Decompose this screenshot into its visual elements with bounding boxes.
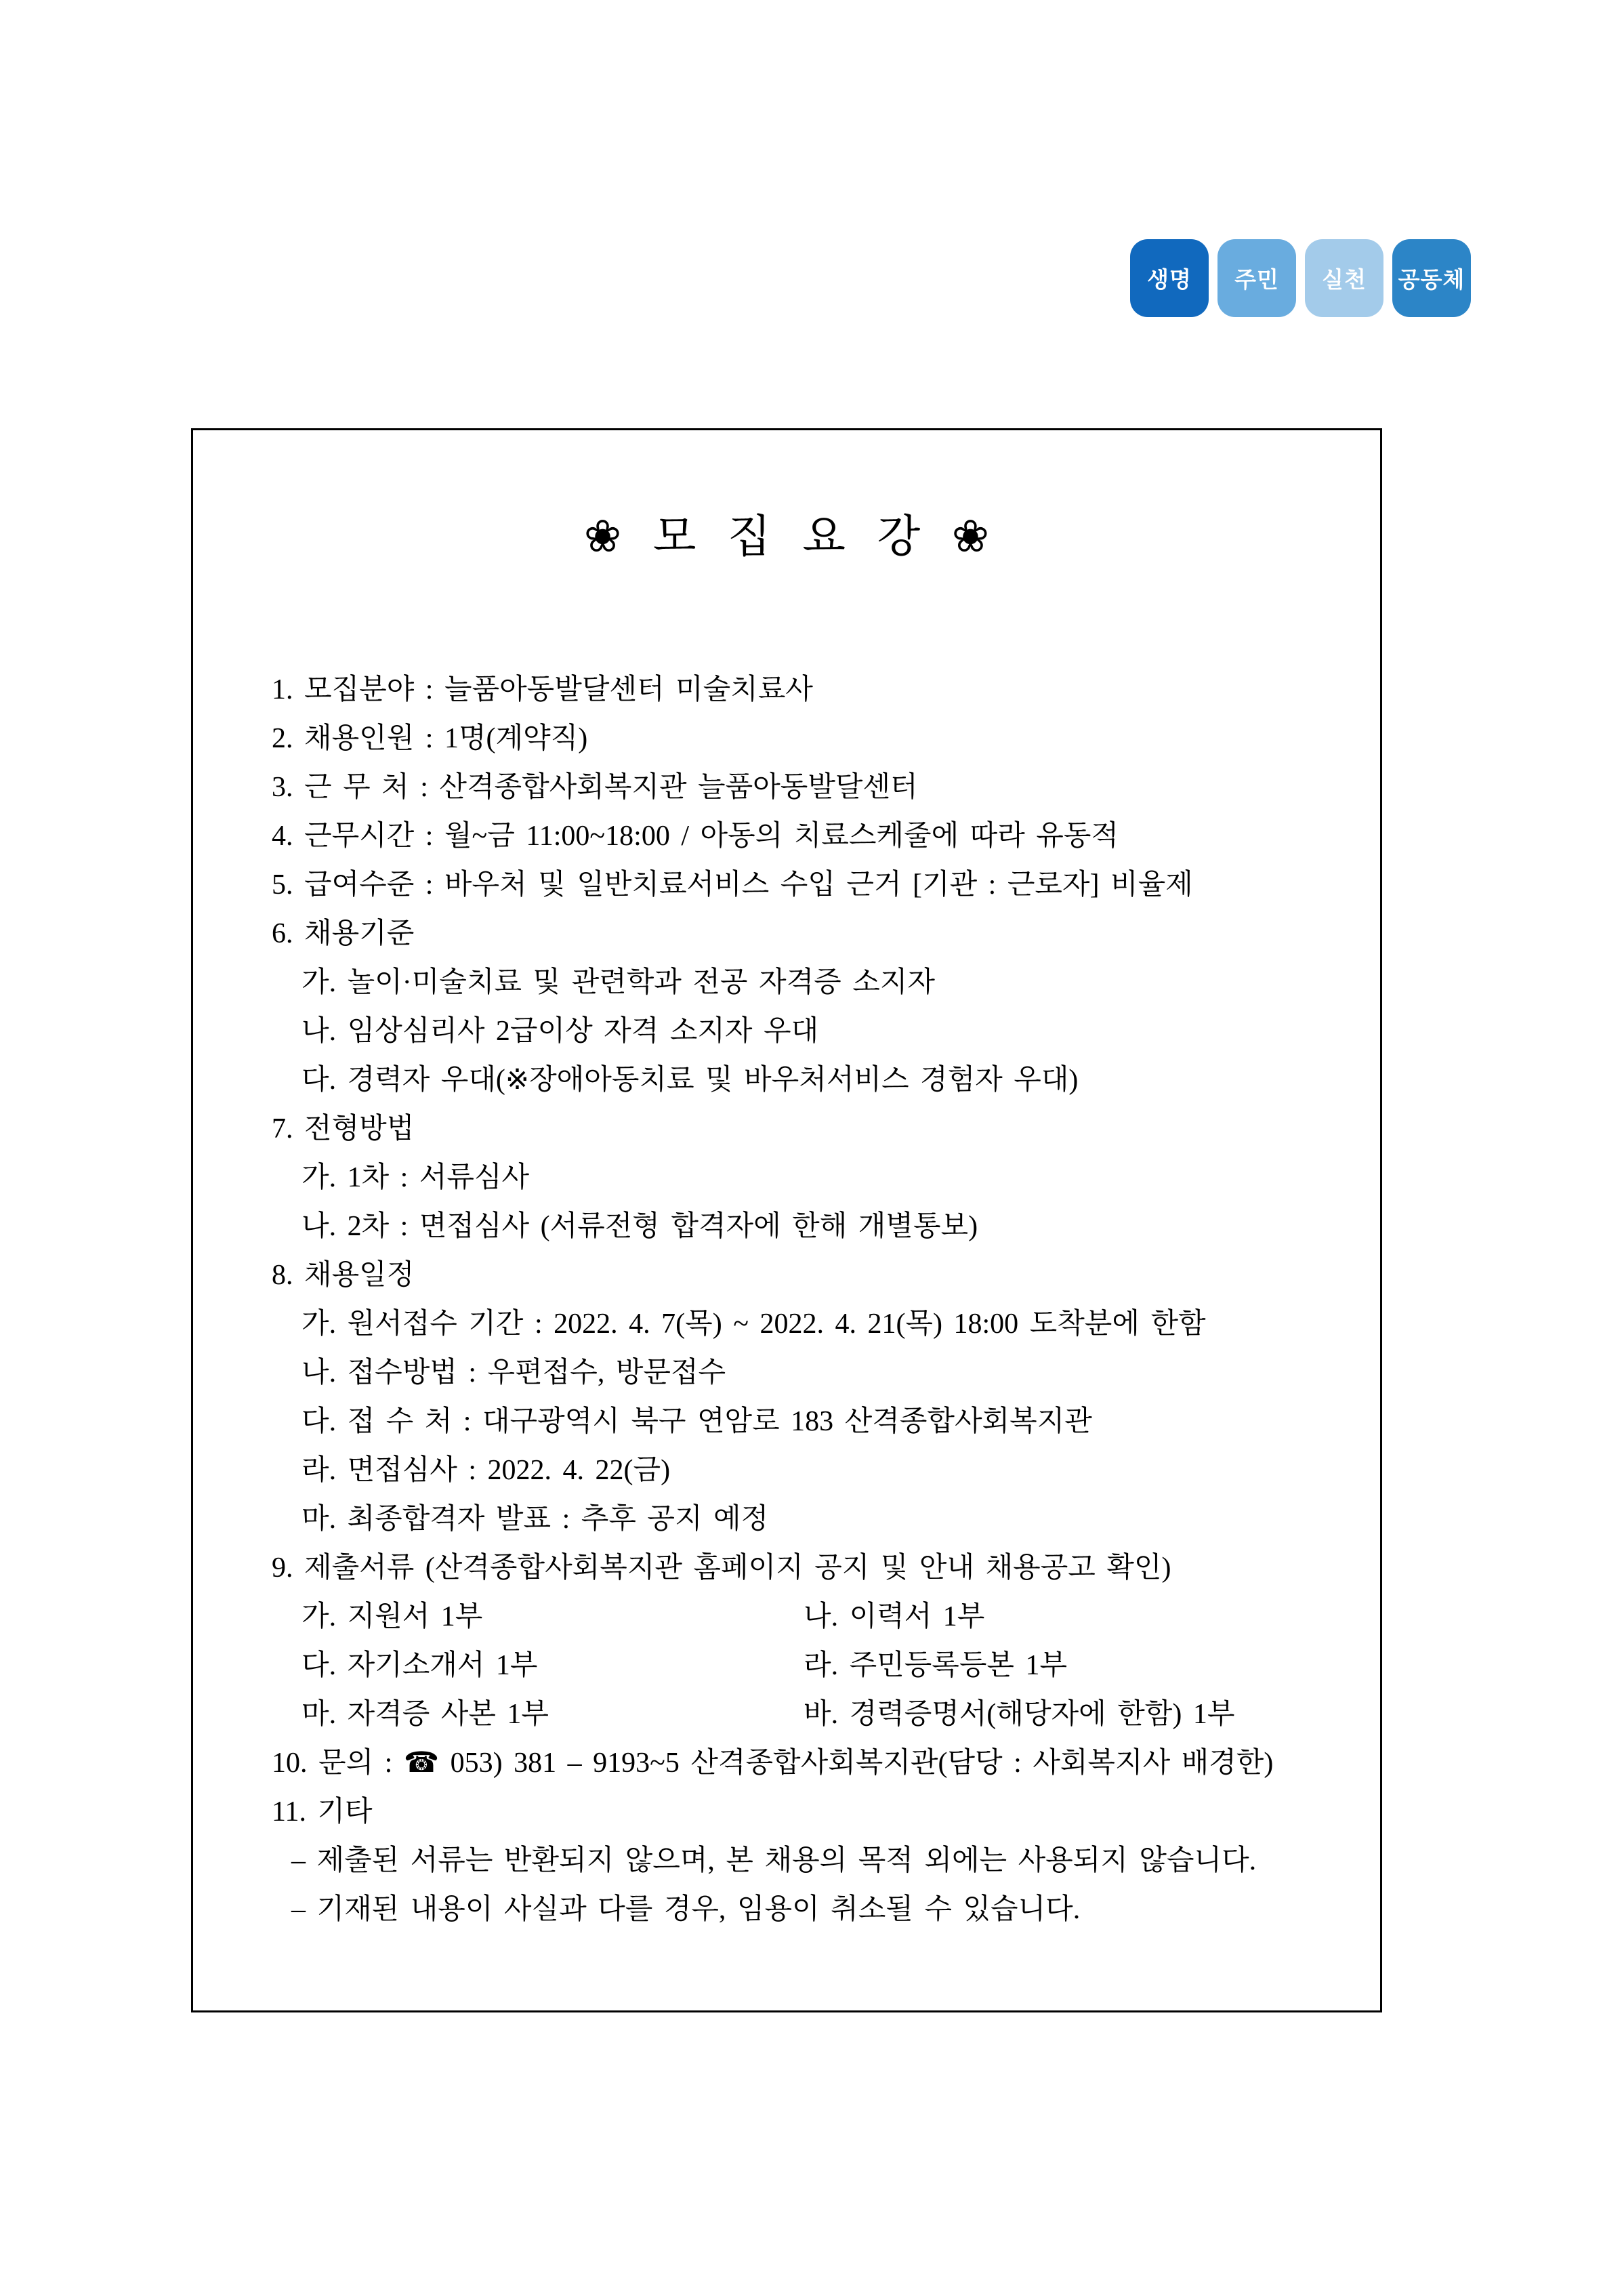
doc-line-col-b: 라. 주민등록등본 1부	[804, 1650, 1068, 1681]
badge-strip	[1130, 239, 1471, 317]
doc-line: 1. 모집분야 : 늘품아동발달센터 미술치료사	[272, 674, 813, 705]
doc-line: 10. 문의 : ☎ 053) 381 – 9193~5 산격종합사회복지관(담당 : 사회복지사 배경한)	[272, 1748, 1274, 1779]
doc-line: 나. 임상심리사 2급이상 자격 소지자 우대	[301, 1016, 819, 1047]
doc-line-col-a: 다. 자기소개서 1부	[301, 1650, 538, 1681]
doc-line: 가. 원서접수 기간 : 2022. 4. 7(목) ~ 2022. 4. 21(목) 18:00 도착분에 한함	[301, 1308, 1206, 1340]
doc-line	[272, 1592, 1367, 1641]
doc-line: 다. 경력자 우대(※장애아동치료 및 바우처서비스 경험자 우대)	[301, 1065, 1079, 1096]
doc-line	[272, 1641, 1367, 1690]
doc-line: 7. 전형방법	[272, 1113, 415, 1144]
doc-line: 나. 접수방법 : 우편접수, 방문접수	[301, 1357, 726, 1388]
badge-practice: 실천	[1305, 239, 1383, 317]
badge-community: 공동체	[1392, 239, 1471, 317]
doc-line-col-a: 마. 자격증 사본 1부	[301, 1699, 549, 1730]
doc-line-col-a: 가. 지원서 1부	[301, 1601, 483, 1632]
document-title: ❀ 모 집 요 강 ❀	[583, 512, 990, 562]
badge-resident: 주민	[1217, 239, 1296, 317]
badge-life: 생명	[1130, 239, 1209, 317]
doc-line: – 기재된 내용이 사실과 다를 경우, 임용이 취소될 수 있습니다.	[291, 1894, 1081, 1925]
doc-line-col-b: 나. 이력서 1부	[804, 1601, 985, 1632]
doc-line: 9. 제출서류 (산격종합사회복지관 홈페이지 공지 및 안내 채용공고 확인)	[272, 1552, 1171, 1584]
doc-line: 3. 근 무 처 : 산격종합사회복지관 늘품아동발달센터	[272, 772, 918, 803]
doc-line: 8. 채용일정	[272, 1260, 415, 1291]
doc-line: 6. 채용기준	[272, 918, 415, 949]
doc-line: 5. 급여수준 : 바우처 및 일반치료서비스 수입 근거 [기관 : 근로자] 비율제	[272, 869, 1193, 901]
doc-line: 2. 채용인원 : 1명(계약직)	[272, 723, 588, 754]
document-body	[193, 665, 1380, 1934]
doc-line-col-b: 바. 경력증명서(해당자에 한함) 1부	[804, 1699, 1235, 1730]
doc-line: 마. 최종합격자 발표 : 추후 공지 예정	[301, 1504, 769, 1535]
doc-line: 가. 놀이·미술치료 및 관련학과 전공 자격증 소지자	[301, 967, 935, 998]
doc-line: 라. 면접심사 : 2022. 4. 22(금)	[301, 1455, 671, 1486]
doc-line: 가. 1차 : 서류심사	[301, 1162, 530, 1193]
doc-line: 11. 기타	[272, 1796, 373, 1827]
doc-line: 나. 2차 : 면접심사 (서류전형 합격자에 한해 개별통보)	[301, 1211, 978, 1242]
doc-line	[272, 1690, 1367, 1739]
document-box	[191, 428, 1382, 2012]
doc-line: – 제출된 서류는 반환되지 않으며, 본 채용의 목적 외에는 사용되지 않습니다.	[291, 1845, 1257, 1876]
doc-line: 다. 접 수 처 : 대구광역시 북구 연암로 183 산격종합사회복지관	[301, 1406, 1092, 1437]
doc-line: 4. 근무시간 : 월~금 11:00~18:00 / 아동의 치료스케줄에 따라 유동적	[272, 821, 1119, 852]
